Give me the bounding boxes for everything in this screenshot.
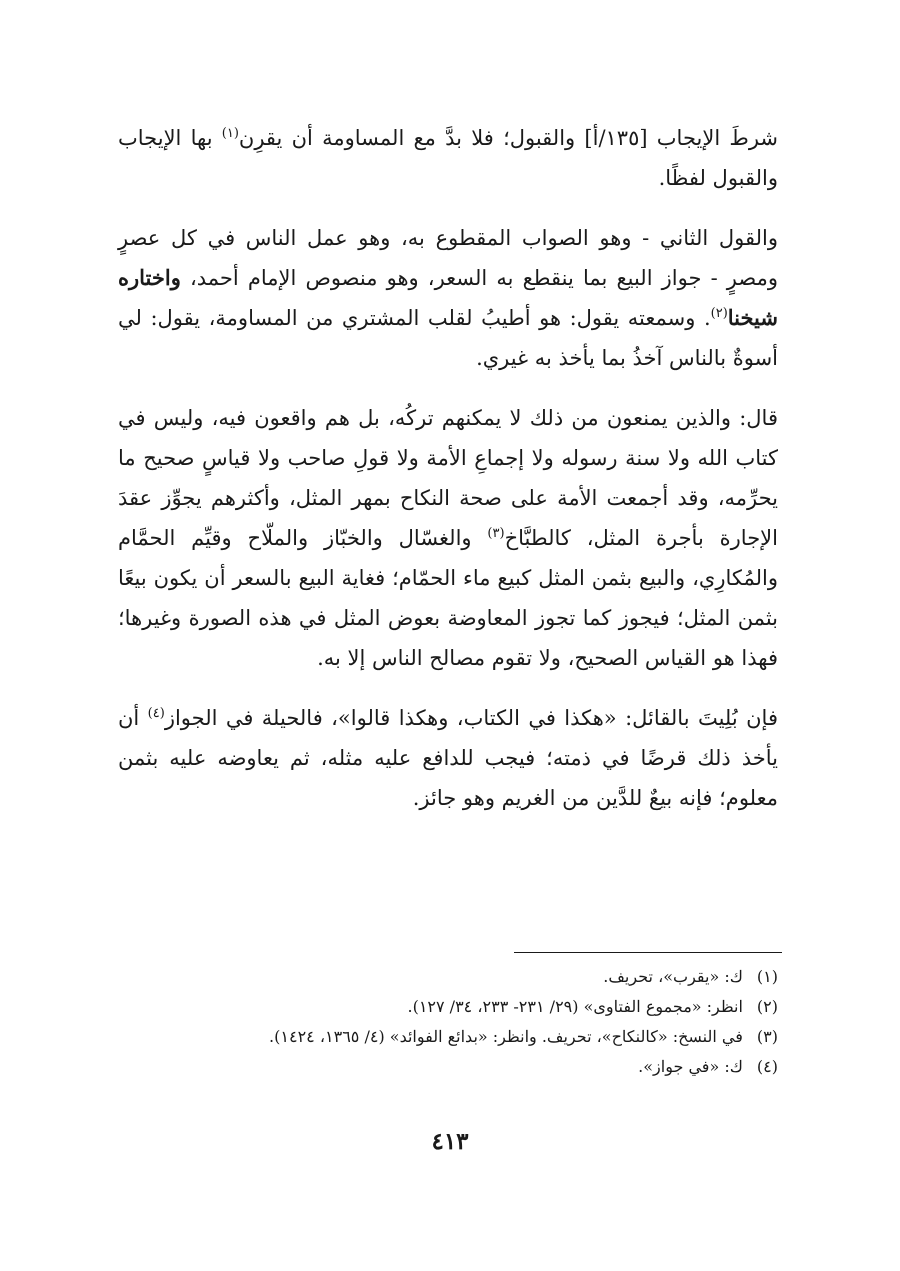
footnote-2 — [118, 992, 778, 1022]
footnote-number: (٢) — [756, 997, 778, 1016]
main-text — [118, 118, 778, 838]
paragraph-4: فإن بُلِيتَ بالقائل: «هكذا في الكتاب، وهكذا قالوا»، فالحيلة في الجواز$^{(٤)}$ أن يأخذ ذلك قرضًا في ذمته؛ فيجب للدافع عليه مثله، ثم يعاوضه عليه بثمن معلوم؛ فإنه بيعٌ للدَّين من الغريم وهو جائز. — [118, 706, 778, 810]
footnote-ref-4[interactable]: (٤) — [147, 706, 165, 721]
footnote-ref-3[interactable]: (٣) — [487, 526, 505, 541]
footnote-text: ك: «في جواز». — [638, 1057, 743, 1076]
paragraph-2: والقول الثاني - وهو الصواب المقطوع به، وهو عمل الناس في كل عصرٍ ومصرٍ - جواز البيع بما ينقطع به السعر، وهو منصوص الإمام أحمد، واختاره شيخنا$^{(٢)}$. وسمعته يقول: هو أطيبُ لقلب المشتري من المساومة، يقول: لي أسوةٌ بالناس آخذُ بما يأخذ به غيري. — [118, 226, 778, 370]
footnote-ref-1[interactable]: (١) — [221, 126, 239, 141]
footnotes — [118, 962, 778, 1082]
footnote-1 — [118, 962, 778, 992]
footnote-3 — [118, 1022, 778, 1052]
footnote-text: انظر: «مجموع الفتاوى» (٢٩/ ٢٣١- ٢٣٣، ٣٤/ ١٢٧). — [407, 997, 743, 1016]
page-number: ٤١٣ — [431, 1128, 469, 1155]
footnote-ref-2[interactable]: (٢) — [710, 306, 728, 321]
footnote-text: في النسخ: «كالنكاح»، تحريف. وانظر: «بدائع الفوائد» (٤/ ١٣٦٥، ١٤٢٤). — [269, 1027, 743, 1046]
bold-phrase: واختاره شيخنا — [118, 265, 778, 330]
paragraph-3: قال: والذين يمنعون من ذلك لا يمكنهم تركُه، بل هم واقعون فيه، وليس في كتاب الله ولا سنة رسوله ولا إجماعِ الأمة ولا قولِ صاحب ولا قياسٍ صحيح ما يحرِّمه، وقد أجمعت الأمة على صحة النكاح بمهر المثل، وأكثرهم يجوِّز عقدَ الإجارة بأجرة المثل، كالطبَّاخ$^{(٣)}$ والغسّال والخبّاز والملّاح وقيِّم الحمَّام والمُكارِي، والبيع بثمن المثل كبيع ماء الحمّام؛ فغاية البيع بالسعر أن يكون بيعًا بثمن المثل؛ فيجوز كما تجوز المعاوضة بعوض المثل في هذه الصورة وغيرها؛ فهذا هو القياس الصحيح، ولا تقوم مصالح الناس إلا به. — [118, 406, 778, 670]
footnote-number: (١) — [756, 967, 778, 986]
footnote-text: ك: «يقرب»، تحريف. — [603, 967, 743, 986]
footnote-number: (٤) — [756, 1057, 778, 1076]
paragraph-1: شرطَ الإيجاب [١٣٥/أ] والقبول؛ فلا بدَّ مع المساومة أن يقرِن$^{(١)}$ بها الإيجاب والقبول لفظًا. — [118, 126, 778, 190]
footnote-divider — [514, 952, 782, 953]
footnote-number: (٣) — [756, 1027, 778, 1046]
footnote-4 — [118, 1052, 778, 1082]
